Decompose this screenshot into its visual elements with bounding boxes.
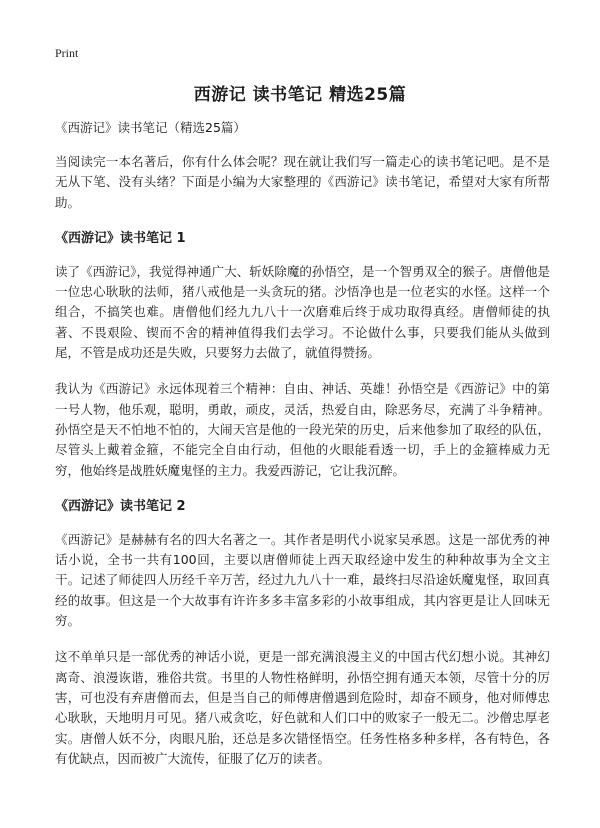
paragraph: 我认为《西游记》永远体现着三个精神：自由、神话、英雄！孙悟空是《西游记》中的第一号人物，他乐观，聪明，勇敢，顽皮，灵活，热爱自由，除恶务尽，充满了斗争精神。孙悟空是天不怕地不怕的，大闹天宫是他的一段光荣的历史，后来他参加了取经的队伍，尽管头上戴着金箍，不能完全自由行动，但他的火眼能看透一切，手上的金箍棒威力无穷，他始终是战胜妖魔鬼怪的主力。我爱西游记，它让我沉醉。 xyxy=(55,381,550,478)
paragraph: 读了《西游记》，我觉得神通广大、斩妖除魔的孙悟空，是一个智勇双全的猴子。唐僧他是一位忠心耿耿的法师，猪八戒他是一头贪玩的猪。沙悟净也是一位老实的水怪。这样一个组合，不搞笑也难。唐僧他们经九九八十一次磨难后终于成功取得真经。唐僧师徒的执著、不畏艰险、锲而不舍的精神值得我们去学习。不论做什么事，只要我们能从头做到尾，不管是成功还是失败，只要努力去做了，就值得赞扬。 xyxy=(55,263,550,361)
section-heading: 《西游记》读书笔记 2 xyxy=(55,498,186,514)
section-2 xyxy=(55,497,550,769)
document-body xyxy=(55,118,550,785)
intro-paragraph: 当阅读完一本名著后，你有什么体会呢？现在就让我们写一篇走心的读书笔记吧。是不是无从下笔、没有头绪？下面是小编为大家整理的《西游记》读书笔记，希望对大家有所帮助。 xyxy=(55,154,550,210)
paragraph: 这不单单只是一部优秀的神话小说，更是一部充满浪漫主义的中国古代幻想小说。其神幻离奇、浪漫诙谐，雅俗共赏。书里的人物性格鲜明，孙悟空拥有通天本领，尽管十分的厉害，可也没有弃唐僧而去，但是当自己的师傅唐僧遇到危险时，却奋不顾身，他对师傅忠心耿耿，天地明月可见。猪八戒贪吃，好色就和人们口中的败家子一般无二。沙僧忠厚老实。唐僧人妖不分，肉眼凡胎，还总是多次错怪悟空。任务性格多种多样，各有特色，各有优缺点，因而被广大流传，征服了亿万的读者。 xyxy=(55,649,550,766)
print-link[interactable]: Print xyxy=(55,46,79,60)
document-subtitle: 《西游记》读书笔记（精选25篇） xyxy=(55,120,246,135)
page-title: 西游记 读书笔记 精选25篇 xyxy=(193,85,407,105)
paragraph: 《西游记》是赫赫有名的四大名著之一。其作者是明代小说家吴承恩。这是一部优秀的神话小说，全书一共有100回，主要以唐僧师徒上西天取经途中发生的种种故事为全文主干。记述了师徒四人历经千辛万苦，经过九九八十一难，最终扫尽沿途妖魔鬼怪，取回真经的故事。但这是一个大故事有许许多多丰富多彩的小故事组成，其内容更是让人回味无穷。 xyxy=(55,531,550,629)
section-heading: 《西游记》读书笔记 1 xyxy=(55,230,186,246)
section-1 xyxy=(55,229,550,481)
